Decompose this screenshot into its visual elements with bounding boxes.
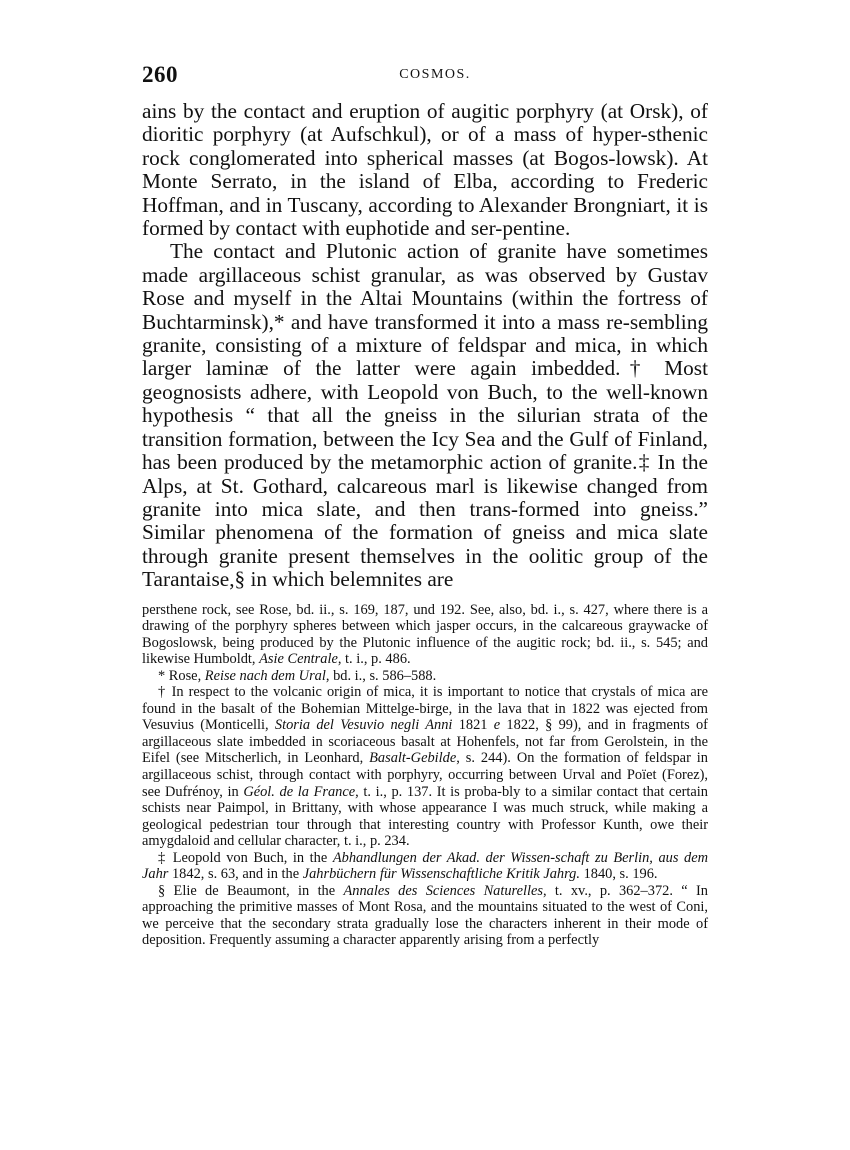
running-head [142, 62, 708, 92]
main-text [142, 100, 708, 592]
footnote-dagger: † In respect to the volcanic origin of mica, it is important to notice that crystals of mica are found in the basalt of the Bohemian Mittelge-birge, in the lava that in 1822 was ejected from Vesuvius (Monticelli, Storia del Vesuvio negli Anni 1821 e 1822, § 99), and in fragments of argillaceous slate imbedded in scoriaceous basalt at Hohenfels, not far from Gerolstein, in the Eifel (see Mitscherlich, in Leonhard, Basalt-Gebilde, s. 244). On the formation of feldspar in argillaceous schist, through contact with porphyry, occurring between Urval and Poïet (Forez), see Dufrénoy, in Géol. de la France, t. i., p. 137. It is proba-bly to a similar contact that certain schists near Paimpol, in Brittany, with whose appearance I was much struck, while making a geological pedestrian tour through that interesting country with Professor Kunth, owe their amygdaloid and cellular character, t. i., p. 234. [142, 684, 708, 850]
footnote-continuation: persthene rock, see Rose, bd. ii., s. 169, 187, und 192. See, also, bd. i., s. 427, where there is a drawing of the porphyry spheres between which jasper occurs, in the calcareous graywacke of Bogoslowsk, being produced by the Plutonic influence of the augitic rock; bd. ii., s. 545; and likewise Humboldt, Asie Centrale, t. i., p. 486. [142, 601, 708, 668]
page-number: 260 [142, 62, 178, 87]
footnote-star: * Rose, Reise nach dem Ural, bd. i., s. 586–588. [158, 667, 437, 684]
paragraph-2: The contact and Plutonic action of granite have sometimes made argillaceous schist granular, as was observed by Gustav Rose and myself in the Altai Mountains (within the fortress of Buchtarminsk),* and have transformed it into a mass re-sembling granite, consisting of a mixture of feldspar and mica, in which larger laminæ of the latter were again imbedded.† Most geognosists adhere, with Leopold von Buch, to the well-known hypothesis “ that all the gneiss in the silurian strata of the transition formation, between the Icy Sea and the Gulf of Finland, has been produced by the metamorphic action of granite.‡ In the Alps, at St. Gothard, calcareous marl is likewise changed from granite into mica slate, and then trans-formed into gneiss.” Similar phenomena of the formation of gneiss and mica slate through granite present themselves in the oolitic group of the Tarantaise,§ in which belemnites are [142, 239, 708, 592]
footnote-double-dagger: ‡ Leopold von Buch, in the Abhandlungen der Akad. der Wissen-schaft zu Berlin, aus dem Jahr 1842, s. 63, and in the Jahrbüchern für Wissenschaftliche Kritik Jahrg. 1840, s. 196. [142, 849, 708, 883]
book-page [142, 62, 708, 949]
footnote-section: § Elie de Beaumont, in the Annales des Sciences Naturelles, t. xv., p. 362–372. “ In approaching the primitive masses of Mont Rosa, and the mountains situated to the west of Coni, we perceive that the secondary strata gradually lose the characters inherent in their mode of deposition. Frequently assuming a character apparently arising from a perfectly [142, 882, 708, 949]
paragraph-1: ains by the contact and eruption of augitic porphyry (at Orsk), of dioritic porphyry (at Aufschkul), or of a mass of hyper-sthenic rock conglomerated into spherical masses (at Bogos-lowsk). At Monte Serrato, in the island of Elba, according to Frederic Hoffman, and in Tuscany, according to Alexander Brongniart, it is formed by contact with euphotide and ser-pentine. [142, 99, 708, 241]
footnotes [142, 602, 708, 949]
running-title: COSMOS. [399, 67, 471, 82]
